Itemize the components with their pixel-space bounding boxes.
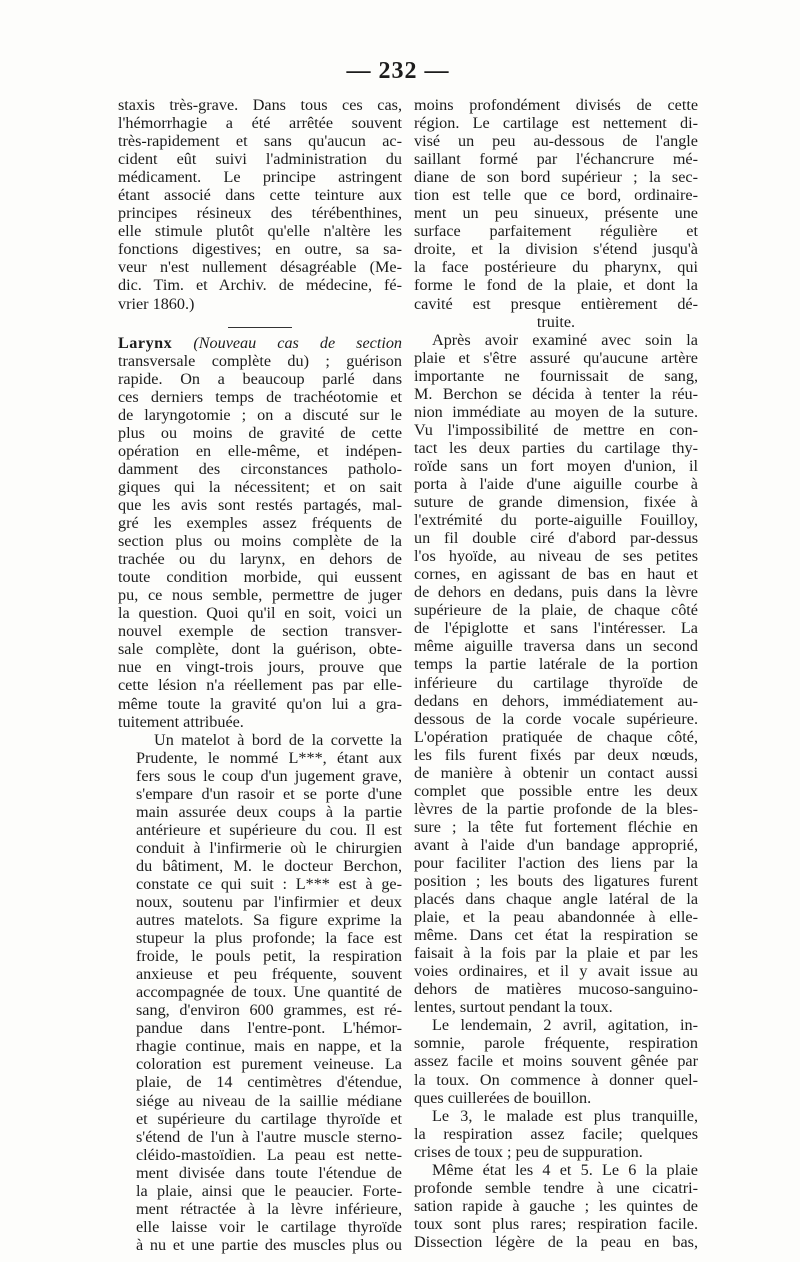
text-line: dessous de la corde vocale supérieure. <box>414 709 698 728</box>
text-line: cornes, en agissant de bas en haut et <box>414 565 698 584</box>
section-divider <box>228 327 292 328</box>
text-line: la plaie, ainsi que le peaucier. Forte- <box>136 1181 402 1200</box>
text-line: rapide. On a beaucoup parlé dans <box>118 369 402 388</box>
text-line: que les avis sont restés partagés, mal- <box>118 495 402 514</box>
text-line: cident eût suivi l'administration du <box>118 150 402 169</box>
text-line: plaie, et la peau abandonnée à elle- <box>414 908 698 927</box>
text-line: autres matelots. Sa figure exprime la <box>136 911 402 930</box>
text-line: elle stimule plutôt qu'elle n'altère les <box>118 222 402 241</box>
text-line: pour faciliter l'action des liens par la <box>414 853 698 872</box>
text-line: sation rapide à gauche ; les quintes de <box>414 1196 698 1215</box>
text-line: siége au niveau de la saillie médiane <box>136 1091 402 1110</box>
paragraph-suture-procedure <box>414 331 698 1017</box>
text-line: de l'épiglotte et sans l'intéresser. La <box>414 619 698 638</box>
text-line: étant associé dans cette teinture aux <box>118 186 402 205</box>
text-line: la respiration assez facile; quelques <box>414 1124 698 1143</box>
text-line: dedans en dehors, immédiatement au- <box>414 691 698 710</box>
text-line: roïde sans un fort moyen d'union, il <box>414 456 698 475</box>
text-line: lèvres de la partie profonde de la bles- <box>414 799 698 818</box>
paragraph-days-4-6 <box>414 1161 698 1251</box>
section-subtitle: (Nouveau cas de section <box>193 333 403 352</box>
text-line: très-rapidement et sans qu'aucun ac- <box>118 132 402 151</box>
text-line: supérieure de la plaie, de chaque côté <box>414 601 698 620</box>
text-line: constate ce qui suit : L*** est à ge- <box>136 874 402 893</box>
text-line: noux, soutenu par l'infirmier et deux <box>136 893 402 912</box>
text-line: accompagnée de toux. Une quantité de <box>136 983 402 1002</box>
text-line: cette lésion n'a réellement pas par elle- <box>118 676 402 695</box>
text-line: sale complète, dont la guérison, obte- <box>118 640 402 659</box>
text-line: transversale complète du) ; guérison <box>118 351 402 370</box>
text-line: nouvel exemple de section transver- <box>118 622 402 641</box>
text-line: position ; les bouts des ligatures furent <box>414 872 698 891</box>
text-line: l'extrémité du porte-aiguille Fouilloy, <box>414 511 698 530</box>
text-line: tion est telle que ce bord, ordinaire- <box>414 186 698 205</box>
text-line: nue en vingt-trois jours, prouve que <box>118 658 402 677</box>
text-line: damment des circonstances patholo- <box>118 459 402 478</box>
text-line: à nu et une partie des muscles plus ou <box>136 1235 402 1254</box>
text-line: Le 3, le malade est plus tranquille, <box>432 1106 698 1125</box>
text-line: crises de toux ; peu de suppuration. <box>414 1142 643 1161</box>
text-line: faisait à la fois par la plaie et par les <box>414 944 698 963</box>
section-heading-larynx: Larynx <box>118 333 173 352</box>
text-line: lentes, surtout pendant la toux. <box>414 998 613 1017</box>
text-line: profonde semble tendre à une cicatri- <box>414 1178 698 1197</box>
text-line: complet que possible entre les deux <box>414 781 698 800</box>
text-line: antérieure et supérieure du cou. Il est <box>136 820 402 839</box>
text-line: ces derniers temps de trachéotomie et <box>118 387 402 406</box>
text-line: fonctions digestives; en outre, sa sa- <box>118 240 402 259</box>
text-line: veur n'est nullement désagréable (Me- <box>118 258 402 277</box>
text-line: dic. Tim. et Archiv. de médecine, fé- <box>118 276 402 295</box>
paragraph-day-2 <box>414 1016 698 1106</box>
text-line: ment rétractée à la lèvre inférieure, <box>136 1199 402 1218</box>
text-line: suture de grande dimension, fixée à <box>414 493 698 512</box>
text-line: la question. Quoi qu'il en soit, voici un <box>118 604 402 623</box>
text-line: plaie, de 14 centimètres d'étendue, <box>136 1073 402 1092</box>
text-line: vrier 1860.) <box>118 294 195 313</box>
text-line: M. Berchon se décida à tenter la réu- <box>414 384 698 403</box>
text-line: L'opération pratiquée de chaque côté, <box>414 727 698 746</box>
text-line: stupeur la plus profonde; la face est <box>136 929 402 948</box>
text-line: surface parfaitement régulière et <box>414 222 698 241</box>
paragraph-case-description <box>118 731 402 1254</box>
text-line: Un matelot à bord de la corvette la <box>154 730 402 749</box>
text-line: nion immédiate au moyen de la suture. <box>414 402 698 421</box>
text-line: même toute la gravité qu'on lui a gra- <box>118 694 402 713</box>
text-line: section plus ou moins complète de la <box>118 532 402 551</box>
text-line: somnie, parole fréquente, respiration <box>414 1034 698 1053</box>
text-line: s'empare d'un rasoir et se porte d'une <box>136 784 402 803</box>
text-line: la toux. On commence à donner quel- <box>414 1070 698 1089</box>
text-line: sang, d'environ 600 grammes, est ré- <box>136 1001 402 1020</box>
text-line: Après avoir examiné avec soin la <box>432 330 698 349</box>
paragraph-day-3 <box>414 1107 698 1161</box>
text-line: assez facile et moins souvent gênée par <box>414 1052 698 1071</box>
text-line: visé un peu au-dessous de l'angle <box>414 132 698 151</box>
text-line: tact les deux parties du cartilage thy- <box>414 438 698 457</box>
text-line: Vu l'impossibilité de mettre en con- <box>414 420 698 439</box>
text-line: de dehors en dedans, puis dans la lèvre <box>414 583 698 602</box>
text-line: fers sous le coup d'un jugement grave, <box>136 766 402 785</box>
text-line: anxieuse et peu fréquente, souvent <box>136 965 402 984</box>
text-line: principes résineux des térébenthines, <box>118 204 402 223</box>
text-line: rhagie continue, mais en nappe, et la <box>136 1037 402 1056</box>
text-line: médicament. Le principe astringent <box>118 168 402 187</box>
text-line: elle laisse voir le cartilage thyroïde <box>136 1217 402 1236</box>
text-line: froide, le pouls petit, la respiration <box>136 947 402 966</box>
text-line: l'hémorrhagie a été arrêtée souvent <box>118 114 402 133</box>
text-line: dehors de matières mucoso-sanguino- <box>414 980 698 999</box>
text-line: plus ou moins de gravité de cette <box>118 423 402 442</box>
text-line: et supérieure du cartilage thyroïde et <box>136 1109 402 1128</box>
text-line: opération en elle-même, et indépen- <box>118 441 402 460</box>
text-line: temps la partie latérale de la portion <box>414 655 698 674</box>
text-line: toute condition morbide, qui eussent <box>118 568 402 587</box>
page-number: — 232 — <box>346 58 450 84</box>
text-line: un fil double ciré d'abord par-dessus <box>414 529 698 548</box>
text-line: cavité est presque entièrement dé- <box>414 294 698 313</box>
text-line: placés dans chaque angle latéral de la <box>414 890 698 909</box>
text-line: sure ; la tête fut fortement fléchie en <box>414 817 698 836</box>
text-line: du bâtiment, M. le docteur Berchon, <box>136 856 402 875</box>
text-line: inférieure du cartilage thyroïde de <box>414 673 698 692</box>
text-line: coloration est purement veineuse. La <box>136 1055 402 1074</box>
left-column <box>118 96 402 1254</box>
paragraph-astringent-tincture <box>118 96 402 313</box>
text-line: droite, et la division s'étend jusqu'à <box>414 240 698 259</box>
text-line: pandue dans l'entre-pont. L'hémor- <box>136 1019 402 1038</box>
text-line: forme le fond de la plaie, et dont la <box>414 276 698 295</box>
text-line: les fils furent fixés par deux nœuds, <box>414 745 698 764</box>
paragraph-wound-continued <box>414 96 698 331</box>
text-line: diane de son bord supérieur ; la sec- <box>414 168 698 187</box>
text-line: tuitement attribuée. <box>118 712 244 731</box>
text-line: ment un peu sinueux, présente une <box>414 204 698 223</box>
text-line: région. Le cartilage est nettement di- <box>414 114 698 133</box>
text-line: Dissection légère de la peau en bas, <box>414 1232 698 1251</box>
text-line: staxis très-grave. Dans tous ces cas, <box>118 96 402 114</box>
text-line: de manière à obtenir un contact aussi <box>414 763 698 782</box>
text-line: ques cuillerées de bouillon. <box>414 1088 592 1107</box>
text-line: importante ne fournissait de sang, <box>414 366 698 385</box>
right-column <box>414 96 698 1251</box>
text-line: giques qui la nécessitent; et on sait <box>118 477 402 496</box>
text-line: gré les exemples assez fréquents de <box>118 514 402 533</box>
text-line: avant à l'aide d'un bandage approprié, <box>414 835 698 854</box>
text-line: s'étend de l'un à l'autre muscle sterno- <box>136 1127 402 1146</box>
text-line: Le lendemain, 2 avril, agitation, in- <box>432 1016 698 1035</box>
text-line: conduit à l'infirmerie où le chirurgien <box>136 838 402 857</box>
paragraph-larynx-intro <box>118 334 402 731</box>
text-line: cléido-mastoïdien. La peau est nette- <box>136 1145 402 1164</box>
text-line: truite. <box>536 312 576 331</box>
text-line: ment divisée dans toute l'étendue de <box>136 1163 402 1182</box>
text-line: plaie et s'être assuré qu'aucune artère <box>414 348 698 367</box>
text-line: trachée ou du larynx, en dehors de <box>118 550 402 569</box>
text-line: même. Dans cet état la respiration se <box>414 926 698 945</box>
text-line: Prudente, le nommé L***, étant aux <box>136 748 402 767</box>
text-line: Même état les 4 et 5. Le 6 la plaie <box>432 1160 698 1179</box>
text-line: de laryngotomie ; on a discuté sur le <box>118 405 402 424</box>
section-heading-line <box>118 334 402 352</box>
text-line: la face postérieure du pharynx, qui <box>414 258 698 277</box>
text-line: toux sont plus rares; respiration facile. <box>414 1214 698 1233</box>
text-line: même aiguille traversa dans un second <box>414 637 698 656</box>
text-line: l'os hyoïde, au niveau de ses petites <box>414 547 698 566</box>
text-line: voies ordinaires, et il y avait issue au <box>414 962 698 981</box>
text-line: pu, ce nous semble, permettre de juger <box>118 586 402 605</box>
text-line: main assurée deux coups à la partie <box>136 802 402 821</box>
text-line: saillant formé par l'échancrure mé- <box>414 150 698 169</box>
text-line: porta à l'aide d'une aiguille courbe à <box>414 474 698 493</box>
text-line: moins profondément divisés de cette <box>414 96 698 114</box>
